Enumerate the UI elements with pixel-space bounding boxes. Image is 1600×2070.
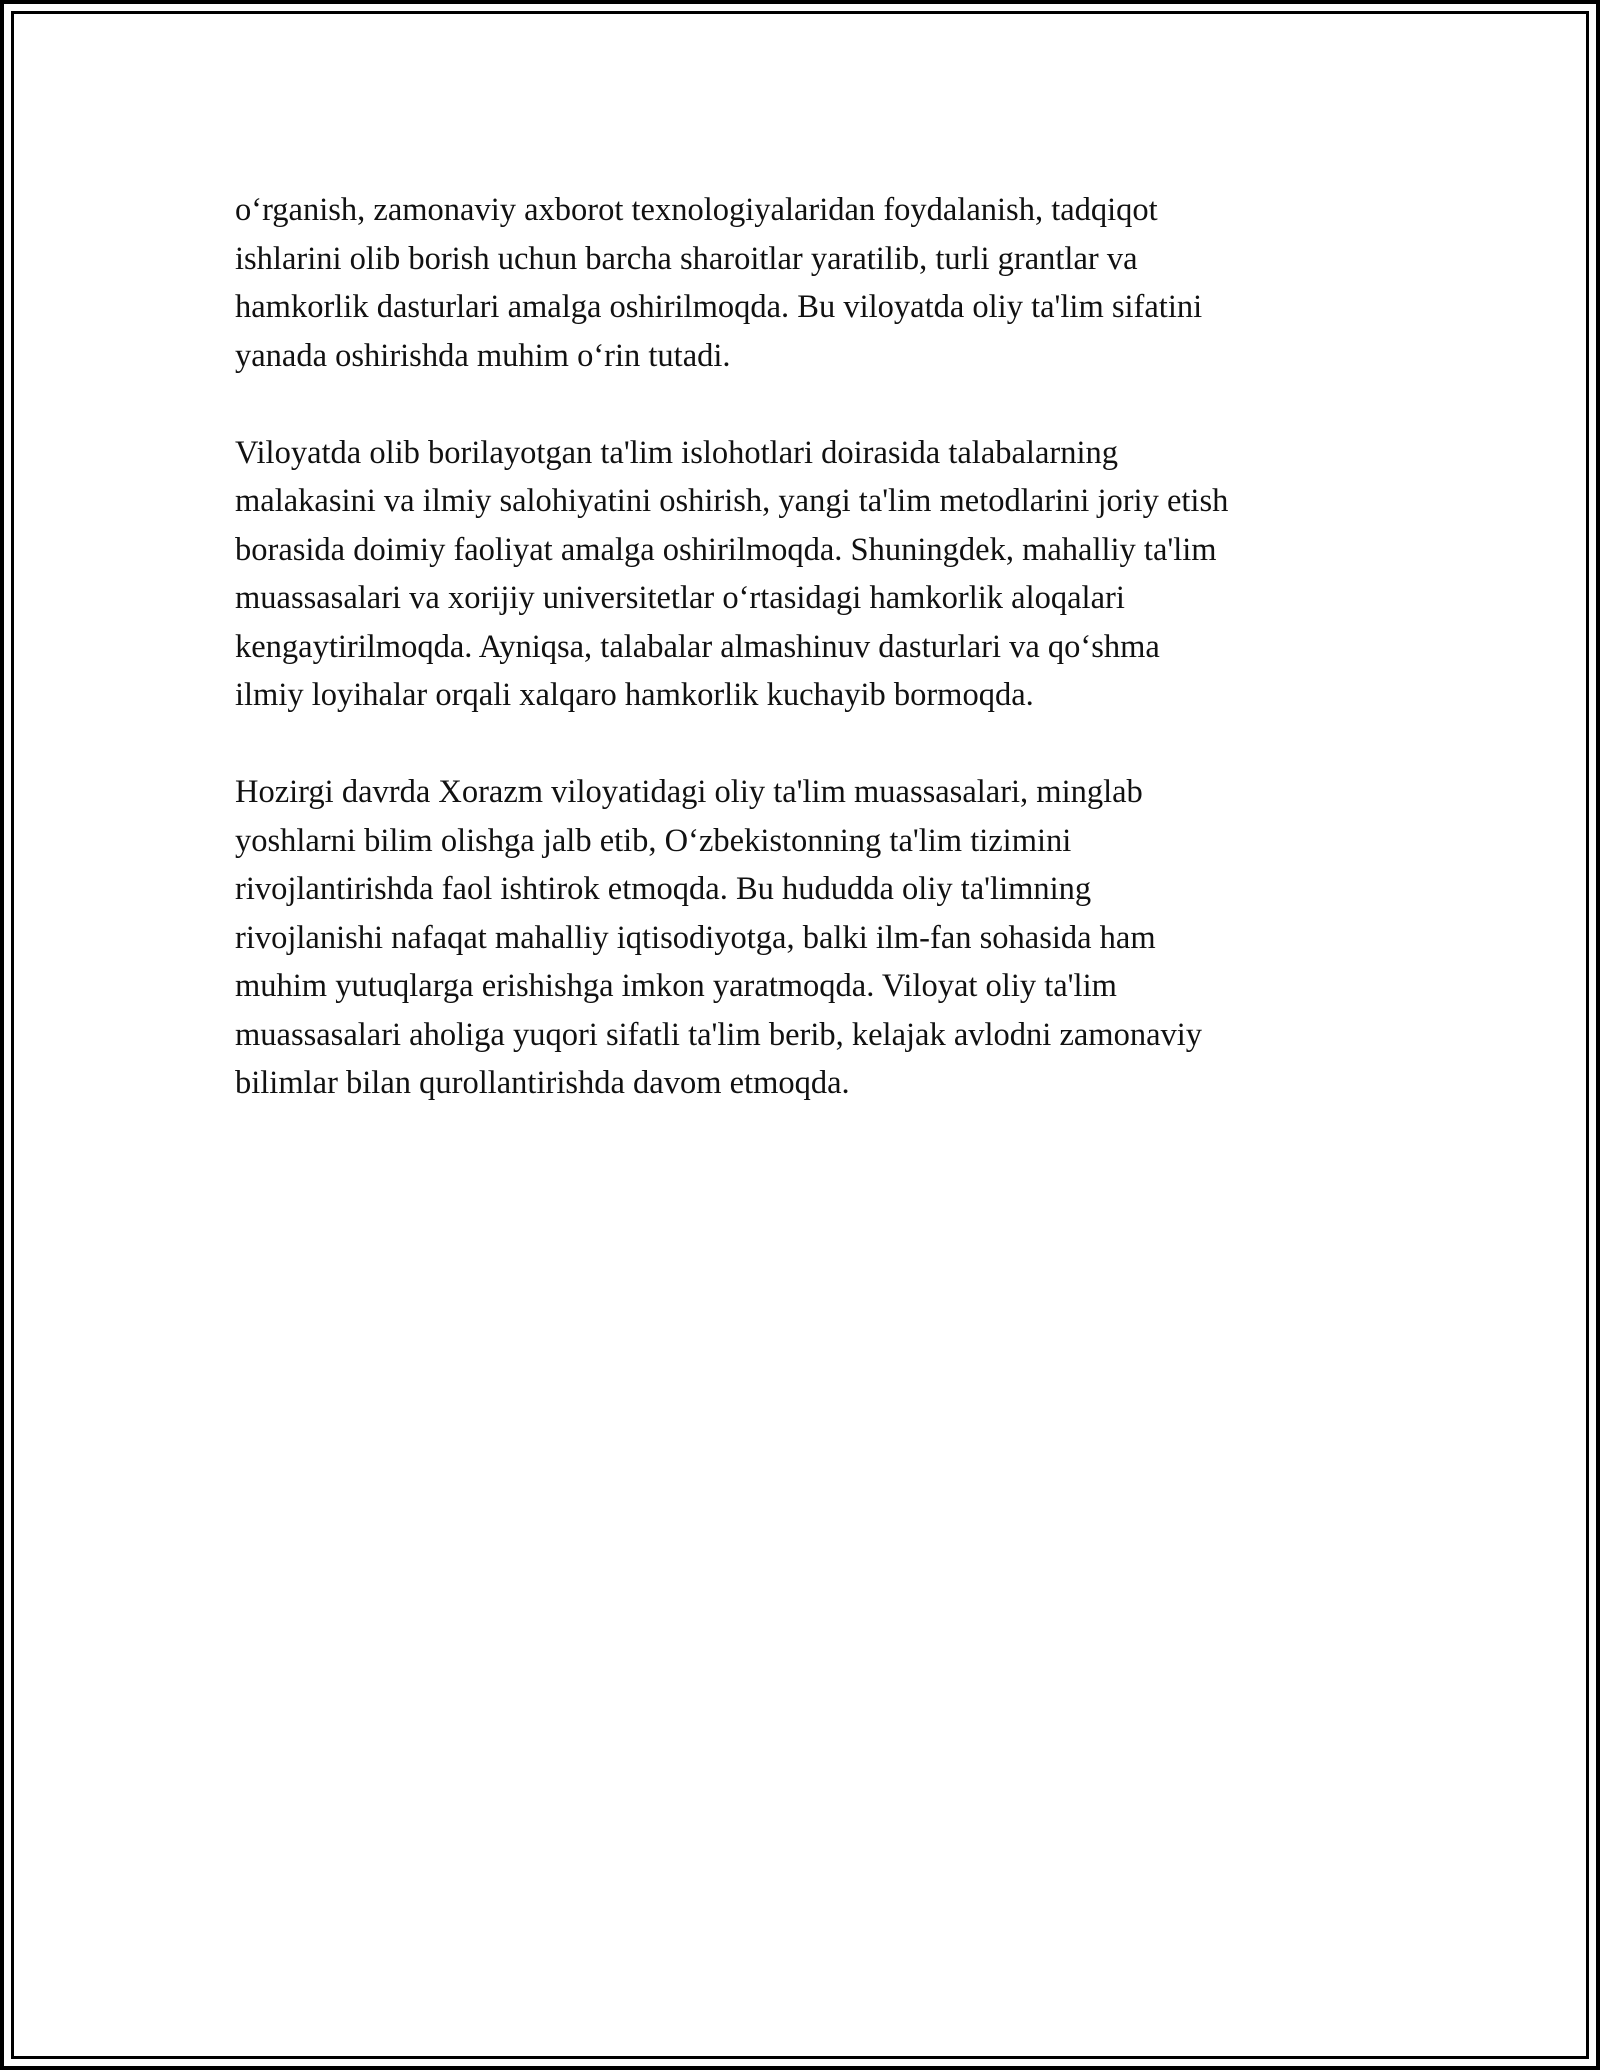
paragraph-line: yoshlarni bilim olishga jalb etib, O‘zbekistonning ta'lim tizimini (235, 822, 1072, 859)
paragraph-line: Hozirgi davrda Xorazm viloyatidagi oliy ta'lim muassasalari, minglab (235, 774, 1143, 810)
paragraph-line: rivojlanishi nafaqat mahalliy iqtisodiyotga, balki ilm-fan sohasida ham (235, 919, 1156, 956)
paragraph-3 (235, 768, 1370, 1108)
paragraph-line: muassasalari va xorijiy universitetlar o‘rtasidagi hamkorlik aloqalari (235, 580, 1125, 616)
paragraph-line: ilmiy loyihalar orqali xalqaro hamkorlik kuchayib bormoqda. (235, 677, 1034, 713)
paragraph-line: kengaytirilmoqda. Ayniqsa, talabalar almashinuv dasturlari va qo‘shma (235, 628, 1160, 665)
paragraph-line: Viloyatda olib borilayotgan ta'lim islohotlari doirasida talabalarning (235, 434, 1118, 471)
paragraph-1 (235, 186, 1370, 380)
document-body (235, 186, 1370, 1156)
paragraph-line: borasida doimiy faoliyat amalga oshirilmoqda. Shuningdek, mahalliy ta'lim (235, 531, 1217, 568)
paragraph-line: rivojlantirishda faol ishtirok etmoqda. Bu hududda oliy ta'limning (235, 871, 1092, 907)
paragraph-line: muassasalari aholiga yuqori sifatli ta'lim berib, kelajak avlodni zamonaviy (235, 1016, 1203, 1053)
paragraph-line: yanada oshirishda muhim o‘rin tutadi. (235, 337, 731, 374)
paragraph-line: muhim yutuqlarga erishishga imkon yaratmoqda. Viloyat oliy ta'lim (235, 968, 1117, 1004)
paragraph-2 (235, 429, 1370, 720)
paragraph-line: bilimlar bilan qurollantirishda davom etmoqda. (235, 1065, 850, 1101)
paragraph-line: malakasini va ilmiy salohiyatini oshirish, yangi ta'lim metodlarini joriy etish (235, 483, 1229, 519)
paragraph-line: hamkorlik dasturlari amalga oshirilmoqda. Bu viloyatda oliy ta'lim sifatini (235, 289, 1203, 325)
paragraph-line: o‘rganish, zamonaviy axborot texnologiyalaridan foydalanish, tadqiqot (235, 192, 1158, 228)
paragraph-line: ishlarini olib borish uchun barcha sharoitlar yaratilib, turli grantlar va (235, 240, 1138, 277)
